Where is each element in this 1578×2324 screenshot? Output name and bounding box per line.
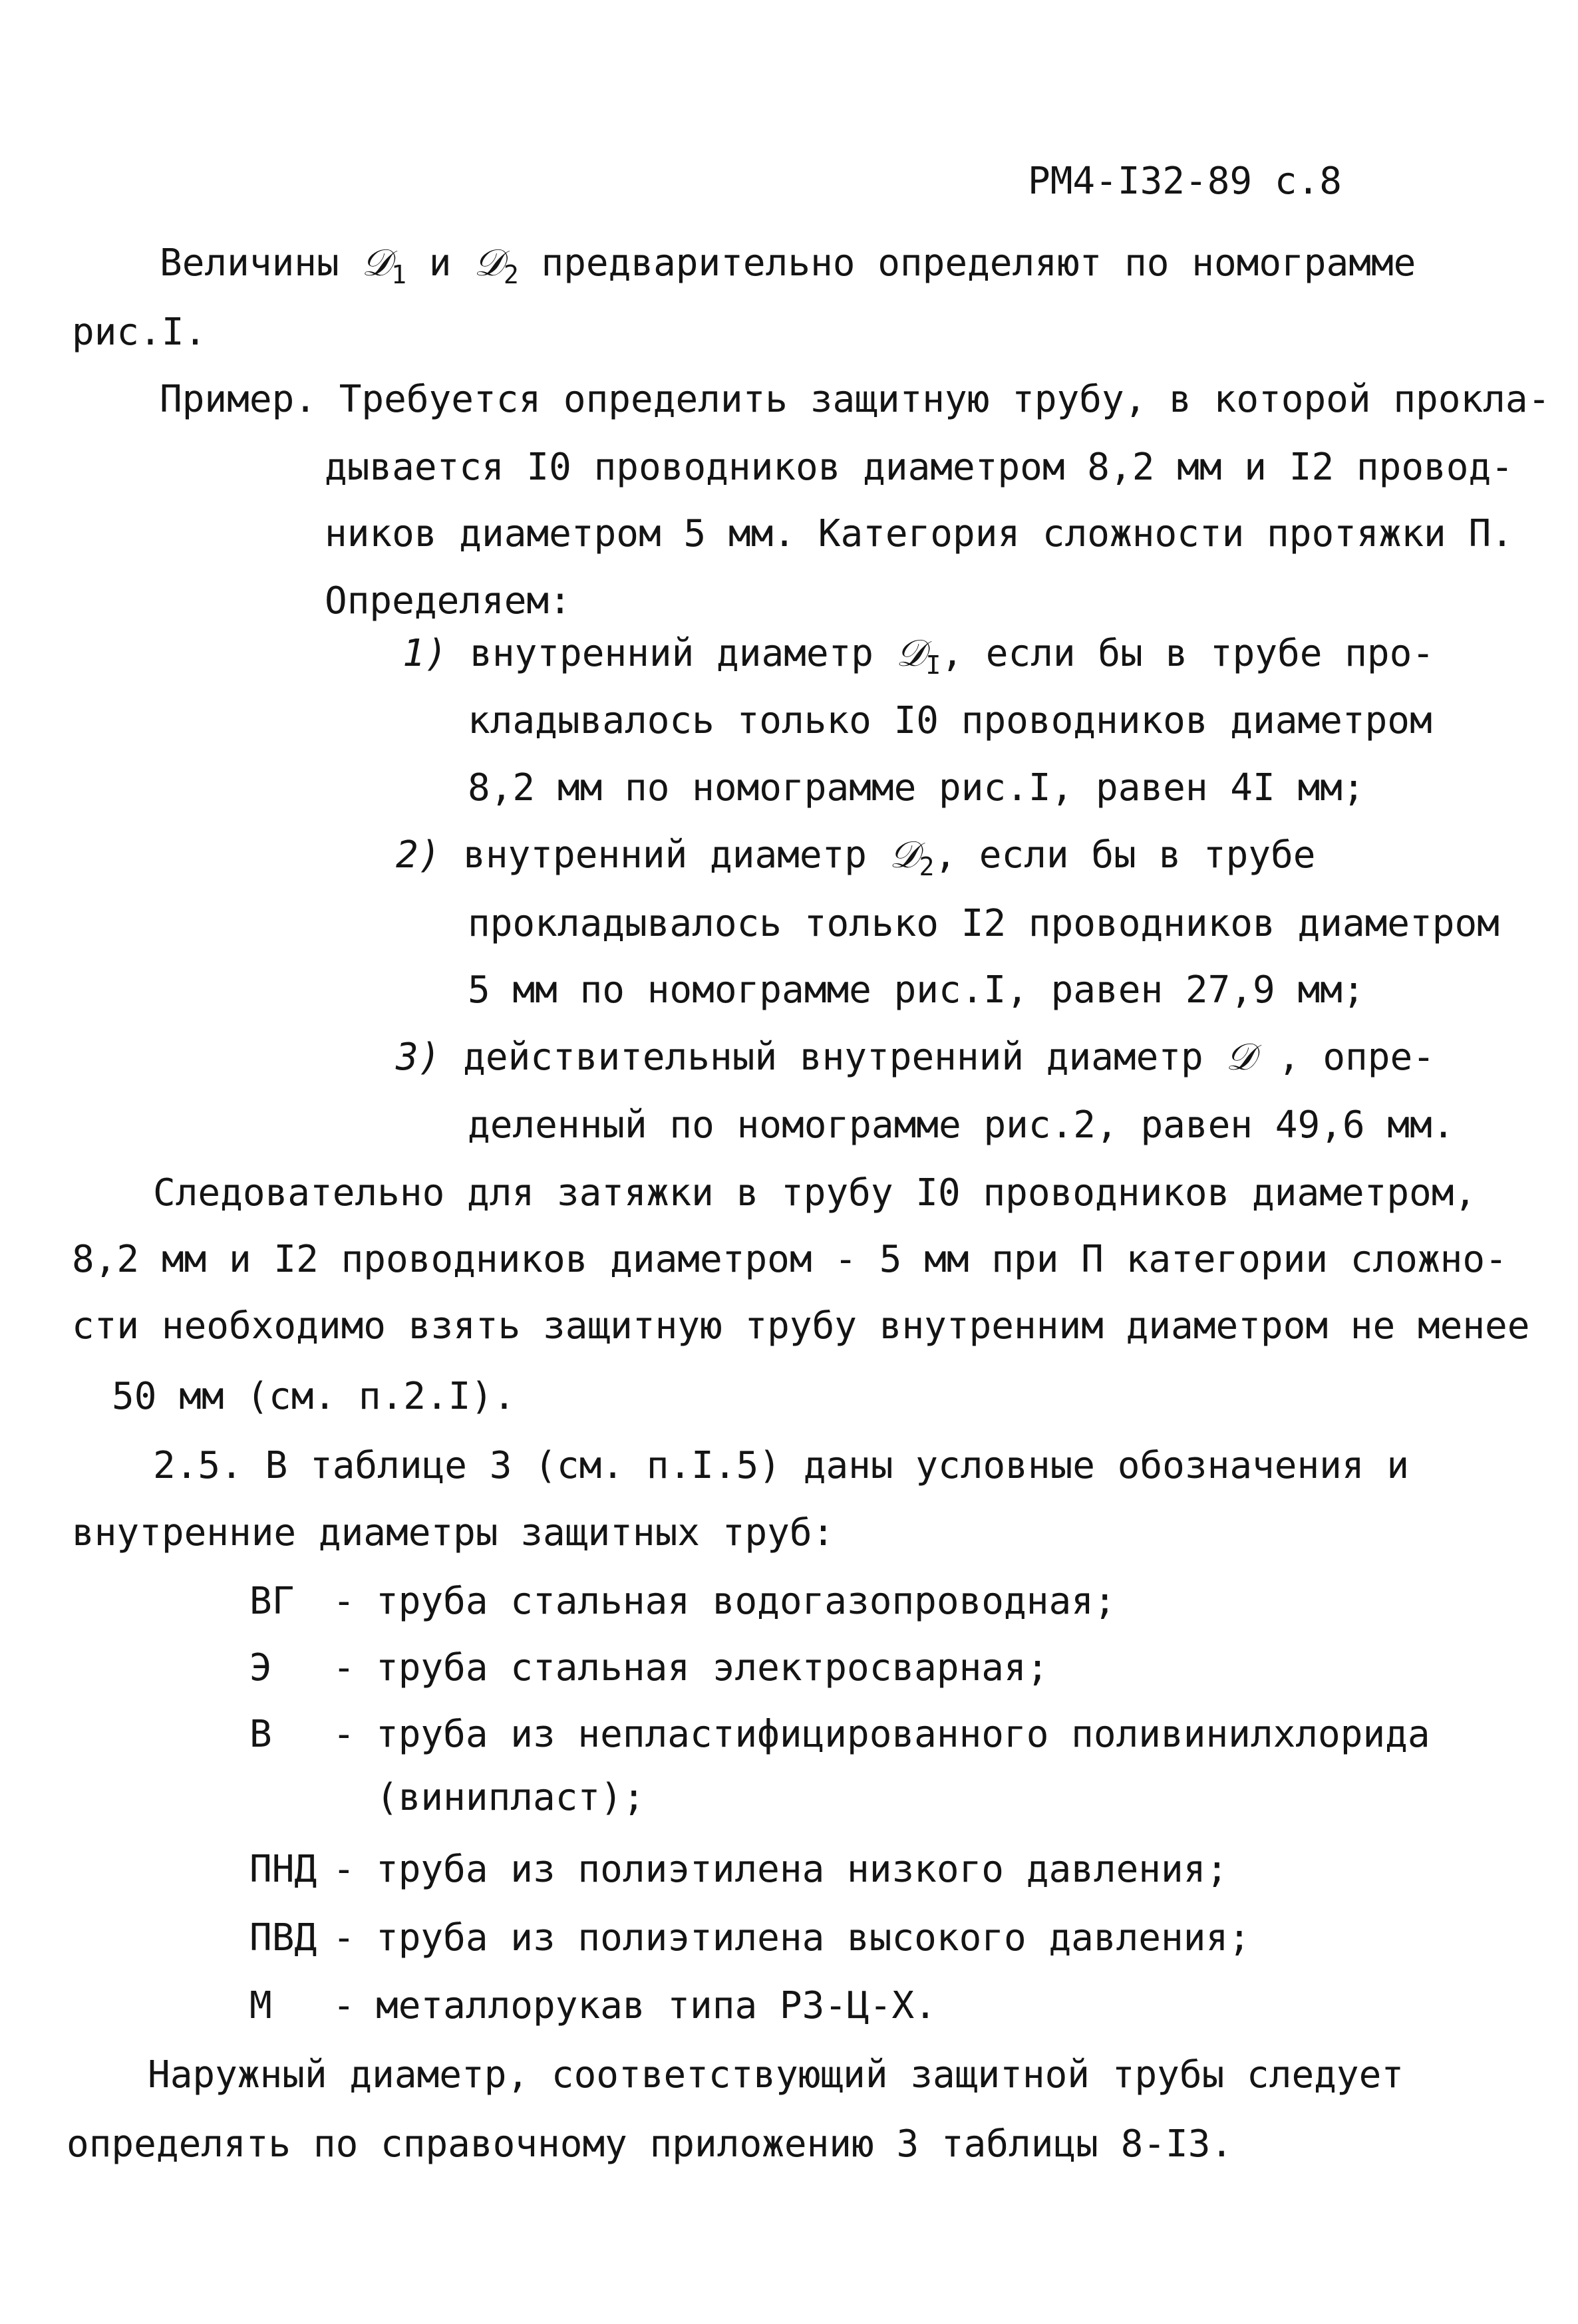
intro-text-between: и bbox=[406, 241, 474, 285]
step-3-text-before: действительный внутренний диаметр bbox=[463, 1036, 1226, 1079]
step-1-symbol: 𝒟 bbox=[895, 632, 926, 675]
step-1-number: 1) bbox=[402, 632, 448, 675]
conclusion-line-4: 50 мм (см. п.2.I). bbox=[112, 1375, 516, 1418]
step-1-line-2: кладывалось только I0 проводников диаметром bbox=[468, 699, 1432, 742]
example-line-2: дывается I0 проводников диаметром 8,2 мм и I2 провод- bbox=[325, 446, 1513, 489]
pipe-dash-m: - bbox=[333, 1984, 355, 2027]
d2-symbol: 𝒟 bbox=[474, 241, 504, 285]
pipe-code-m: М bbox=[249, 1984, 272, 2027]
example-line-3: ников диаметром 5 мм. Категория сложности протяжки П. bbox=[325, 512, 1513, 555]
pipe-dash-e: - bbox=[333, 1646, 355, 1689]
intro-line-1 bbox=[160, 241, 1416, 290]
step-1-text-before: внутренний диаметр bbox=[470, 632, 896, 675]
pipe-dash-v: - bbox=[333, 1713, 355, 1756]
footer-line-2: определять по справочному приложению 3 таблицы 8-I3. bbox=[67, 2122, 1233, 2166]
d1-subscript: 1 bbox=[391, 260, 407, 290]
step-2-line-1 bbox=[396, 833, 1316, 882]
step-2-line-3: 5 мм по номограмме рис.I, равен 27,9 мм; bbox=[468, 968, 1365, 1012]
pipe-code-pnd: ПНД bbox=[249, 1848, 317, 1891]
intro-text-before: Величины bbox=[160, 241, 362, 285]
intro-text-after: предварительно определяют по номограмме bbox=[518, 241, 1416, 285]
pipe-desc-v: труба из непластифицированного поливинилхлорида bbox=[376, 1713, 1430, 1756]
example-line-4: Определяем: bbox=[325, 579, 571, 623]
footer-line-1: Наружный диаметр, соответствующий защитной трубы следует bbox=[148, 2053, 1404, 2097]
pipe-desc-pvd: труба из полиэтилена высокого давления; bbox=[376, 1916, 1251, 1960]
step-3-line-2: деленный по номограмме рис.2, равен 49,6 мм. bbox=[468, 1103, 1455, 1147]
step-3-symbol: 𝒟 bbox=[1225, 1036, 1256, 1079]
pipe-desc-e: труба стальная электросварная; bbox=[376, 1646, 1049, 1689]
step-3-line-1 bbox=[396, 1036, 1435, 1079]
pipe-desc-vg: труба стальная водогазопроводная; bbox=[376, 1580, 1116, 1623]
document-reference: РМ4-I32-89 с.8 bbox=[1028, 160, 1342, 203]
step-1-line-3: 8,2 мм по номограмме рис.I, равен 4I мм; bbox=[468, 766, 1365, 809]
step-3-number: 3) bbox=[396, 1036, 441, 1079]
step-3-text-after: , опре- bbox=[1255, 1036, 1435, 1079]
step-2-text-after: , если бы в трубе bbox=[934, 833, 1316, 877]
step-1-text-after: , если бы в трубе про- bbox=[941, 632, 1435, 675]
pipe-code-pvd: ПВД bbox=[249, 1916, 317, 1960]
step-2-line-2: прокладывалось только I2 проводников диаметром bbox=[468, 902, 1499, 945]
conclusion-line-1: Следовательно для затяжки в трубу I0 проводников диаметром, bbox=[153, 1171, 1477, 1215]
conclusion-line-3: сти необходимо взять защитную трубу внутренним диаметром не менее bbox=[72, 1304, 1530, 1348]
pipe-dash-pvd: - bbox=[333, 1916, 355, 1960]
pipe-code-v: В bbox=[249, 1713, 272, 1756]
pipe-code-vg: ВГ bbox=[249, 1580, 295, 1623]
step-2-number: 2) bbox=[396, 833, 441, 877]
step-2-symbol: 𝒟 bbox=[889, 833, 919, 877]
section-2-5-line-1: 2.5. В таблице 3 (см. п.I.5) даны условные обозначения и bbox=[153, 1444, 1410, 1487]
example-line-1: Пример. Требуется определить защитную трубу, в которой прокла- bbox=[160, 378, 1551, 421]
pipe-dash-pnd: - bbox=[333, 1848, 355, 1891]
step-1-line-1 bbox=[402, 632, 1435, 680]
pipe-code-e: Э bbox=[249, 1646, 272, 1689]
pipe-desc-v-cont: (винипласт); bbox=[376, 1776, 645, 1819]
step-2-text-before: внутренний диаметр bbox=[463, 833, 889, 877]
pipe-dash-vg: - bbox=[333, 1580, 355, 1623]
intro-line-2: рис.I. bbox=[72, 311, 207, 354]
d2-subscript: 2 bbox=[503, 260, 519, 290]
pipe-desc-pnd: труба из полиэтилена низкого давления; bbox=[376, 1848, 1229, 1891]
step-1-subscript: I bbox=[925, 651, 941, 680]
conclusion-line-2: 8,2 мм и I2 проводников диаметром - 5 мм при П категории сложно- bbox=[72, 1238, 1507, 1281]
section-2-5-line-2: внутренние диаметры защитных труб: bbox=[72, 1511, 835, 1554]
d1-symbol: 𝒟 bbox=[361, 241, 392, 285]
step-2-subscript: 2 bbox=[919, 852, 935, 882]
pipe-desc-m: металлорукав типа РЗ-Ц-Х. bbox=[376, 1984, 937, 2027]
